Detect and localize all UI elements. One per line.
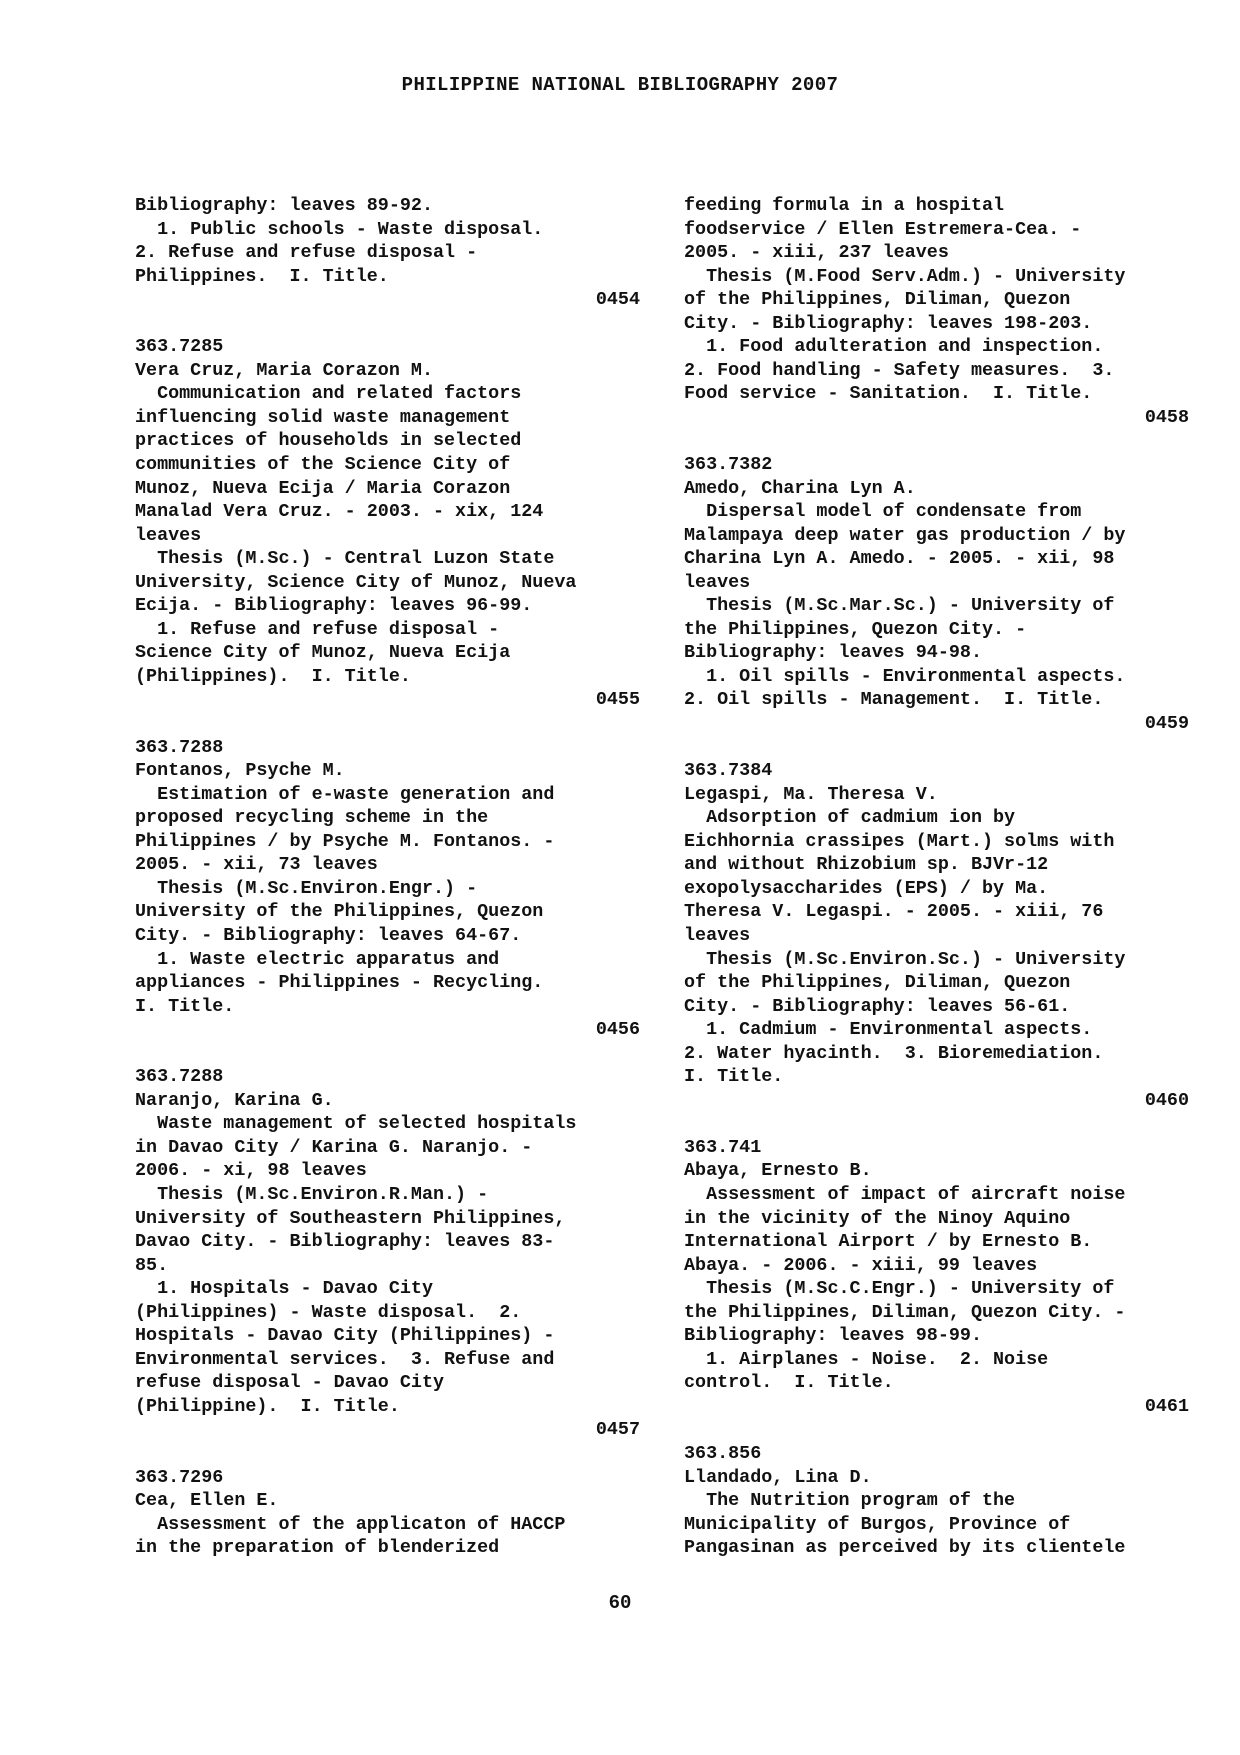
entry-line: 1. Refuse and refuse disposal - [135,618,500,640]
entry-line: Naranjo, Karina G. [135,1089,334,1111]
entry-line: (Philippines). I. Title. [135,665,411,687]
entry-line: in the preparation of blenderized [135,1537,500,1559]
entry-line: proposed recycling scheme in the [135,807,489,829]
entry-line: University of the Philippines, Quezon [135,901,544,923]
call-number: 363.7296 [135,1466,224,1488]
entry-line: in Davao City / Karina G. Naranjo. - [135,1136,533,1158]
entry-line: Adsorption of cadmium ion by [684,807,1016,829]
entry-line: 1. Waste electric apparatus and [135,948,500,970]
entry-line: Bibliography: leaves 98-99. [684,1325,982,1347]
entry-line: the Philippines, Diliman, Quezon City. - [684,1301,1126,1323]
entry-line: 2. Food handling - Safety measures. 3. [684,359,1115,381]
entry-line: feeding formula in a hospital [684,195,1005,216]
entry-line: Thesis (M.Sc.Mar.Sc.) - University of [684,595,1115,617]
call-number: 363.741 [684,1136,762,1158]
entry-line: City. - Bibliography: leaves 198-203. [684,312,1093,334]
entry-line: exopolysaccharides (EPS) / by Ma. [684,877,1049,899]
entry-line: Food service - Sanitation. I. Title. [684,383,1093,405]
entry-line: International Airport / by Ernesto B. [684,1231,1093,1253]
entry-line: University of Southeastern Philippines, [135,1207,566,1229]
entry-line: Legaspi, Ma. Theresa V. [684,783,938,805]
entry-line: Hospitals - Davao City (Philippines) - [135,1325,555,1347]
entry-line: Waste management of selected hospitals [135,1113,577,1135]
blank-line [135,712,640,736]
entry-line: leaves [684,924,751,946]
entry-line: 2. Oil spills - Management. I. Title. [684,689,1104,711]
entry-line: Thesis (M.Sc.) - Central Luzon State [135,548,555,570]
entry-line: 1. Oil spills - Environmental aspects. [684,665,1126,687]
entry-line: Llandado, Lina D. [684,1466,872,1488]
blank-line [684,1418,1189,1442]
blank-line [135,1442,640,1466]
entry-line: Vera Cruz, Maria Corazon M. [135,359,433,381]
entry-line: Environmental services. 3. Refuse and [135,1348,555,1370]
entry-line: Municipality of Burgos, Province of [684,1513,1071,1535]
entry-line: 2005. - xii, 73 leaves [135,854,378,876]
entry-line: Abaya, Ernesto B. [684,1160,872,1182]
entry-line: influencing solid waste management [135,406,511,428]
entry-line: Bibliography: leaves 89-92. [135,195,433,216]
entry-line: Assessment of the applicaton of HACCP [135,1513,566,1535]
entry-line: 1. Cadmium - Environmental aspects. [684,1019,1093,1041]
right-column [684,194,1189,1560]
entry-line: 1. Food adulteration and inspection. [684,336,1104,358]
blank-line [684,429,1189,453]
entry-line: I. Title. [684,1066,784,1088]
entry-line: Thesis (M.Food Serv.Adm.) - University [684,265,1126,287]
entry-line: Amedo, Charina Lyn A. [684,477,916,499]
entry-line: in the vicinity of the Ninoy Aquino [684,1207,1071,1229]
record-number: 0460 [1144,1089,1189,1111]
entry-line: Eichhornia crassipes (Mart.) solms with [684,830,1115,852]
call-number: 363.856 [684,1442,762,1464]
entry-line: Pangasinan as perceived by its clientele [684,1537,1126,1559]
page-header: PHILIPPINE NATIONAL BIBLIOGRAPHY 2007 [401,74,839,96]
entry-line: Assessment of impact of aircraft noise [684,1183,1126,1205]
entry-line: (Philippines) - Waste disposal. 2. [135,1301,522,1323]
entry-line: the Philippines, Quezon City. - [684,618,1027,640]
blank-line [684,736,1189,760]
entry-line: appliances - Philippines - Recycling. [135,972,544,994]
call-number: 363.7288 [135,1066,224,1088]
record-number: 0459 [1144,713,1189,735]
record-number: 0454 [595,289,640,311]
blank-line [135,312,640,336]
entry-line: Estimation of e-waste generation and [135,783,555,805]
entry-line: Charina Lyn A. Amedo. - 2005. - xii, 98 [684,548,1115,570]
entry-line: I. Title. [135,995,235,1017]
entry-line: City. - Bibliography: leaves 56-61. [684,995,1071,1017]
blank-line [135,1042,640,1066]
entry-line: 2006. - xi, 98 leaves [135,1160,367,1182]
entry-line: Dispersal model of condensate from [684,501,1082,523]
entry-line: Abaya. - 2006. - xiii, 99 leaves [684,1254,1038,1276]
entry-line: and without Rhizobium sp. BJVr-12 [684,854,1049,876]
entry-line: 2. Refuse and refuse disposal - [135,242,478,264]
entry-line: 2005. - xiii, 237 leaves [684,242,949,264]
left-column [135,194,640,1560]
entry-line: Thesis (M.Sc.Environ.Engr.) - [135,877,478,899]
call-number: 363.7382 [684,454,773,476]
page-number: 60 [608,1592,632,1614]
entry-line: The Nutrition program of the [684,1490,1016,1512]
entry-line: control. I. Title. [684,1372,894,1394]
entry-line: Ecija. - Bibliography: leaves 96-99. [135,595,533,617]
entry-line: Science City of Munoz, Nueva Ecija [135,642,511,664]
entry-line: University, Science City of Munoz, Nueva [135,571,577,593]
record-number: 0457 [595,1419,640,1441]
entry-line: Munoz, Nueva Ecija / Maria Corazon [135,477,511,499]
entry-line: Philippines / by Psyche M. Fontanos. - [135,830,555,852]
entry-line: City. - Bibliography: leaves 64-67. [135,924,522,946]
record-number: 0458 [1144,406,1189,428]
entry-line: 1. Public schools - Waste disposal. [135,218,544,240]
entry-line: Cea, Ellen E. [135,1490,279,1512]
entry-line: Malampaya deep water gas production / by [684,524,1126,546]
entry-line: Bibliography: leaves 94-98. [684,642,982,664]
entry-line: 85. [135,1254,169,1276]
entry-line: Philippines. I. Title. [135,265,389,287]
blank-line [684,1112,1189,1136]
record-number: 0461 [1144,1395,1189,1417]
record-number: 0456 [595,1019,640,1041]
record-number: 0455 [595,689,640,711]
entry-line: Thesis (M.Sc.Environ.R.Man.) - [135,1183,489,1205]
entry-line: Thesis (M.Sc.C.Engr.) - University of [684,1278,1115,1300]
entry-line: Davao City. - Bibliography: leaves 83- [135,1231,555,1253]
entry-line: (Philippine). I. Title. [135,1395,400,1417]
entry-line: Fontanos, Psyche M. [135,760,345,782]
call-number: 363.7285 [135,336,224,358]
entry-line: communities of the Science City of [135,454,511,476]
entry-line: leaves [135,524,202,546]
entry-line: of the Philippines, Diliman, Quezon [684,972,1071,994]
entry-line: 2. Water hyacinth. 3. Bioremediation. [684,1042,1104,1064]
call-number: 363.7384 [684,760,773,782]
entry-line: practices of households in selected [135,430,522,452]
entry-line: refuse disposal - Davao City [135,1372,445,1394]
entry-line: Communication and related factors [135,383,522,405]
entry-line: leaves [684,571,751,593]
entry-line: 1. Airplanes - Noise. 2. Noise [684,1348,1049,1370]
entry-line: Thesis (M.Sc.Environ.Sc.) - University [684,948,1126,970]
entry-line: of the Philippines, Diliman, Quezon [684,289,1071,311]
entry-line: Manalad Vera Cruz. - 2003. - xix, 124 [135,501,544,523]
call-number: 363.7288 [135,736,224,758]
entry-line: 1. Hospitals - Davao City [135,1278,433,1300]
entry-line: Theresa V. Legaspi. - 2005. - xiii, 76 [684,901,1104,923]
entry-line: foodservice / Ellen Estremera-Cea. - [684,218,1082,240]
